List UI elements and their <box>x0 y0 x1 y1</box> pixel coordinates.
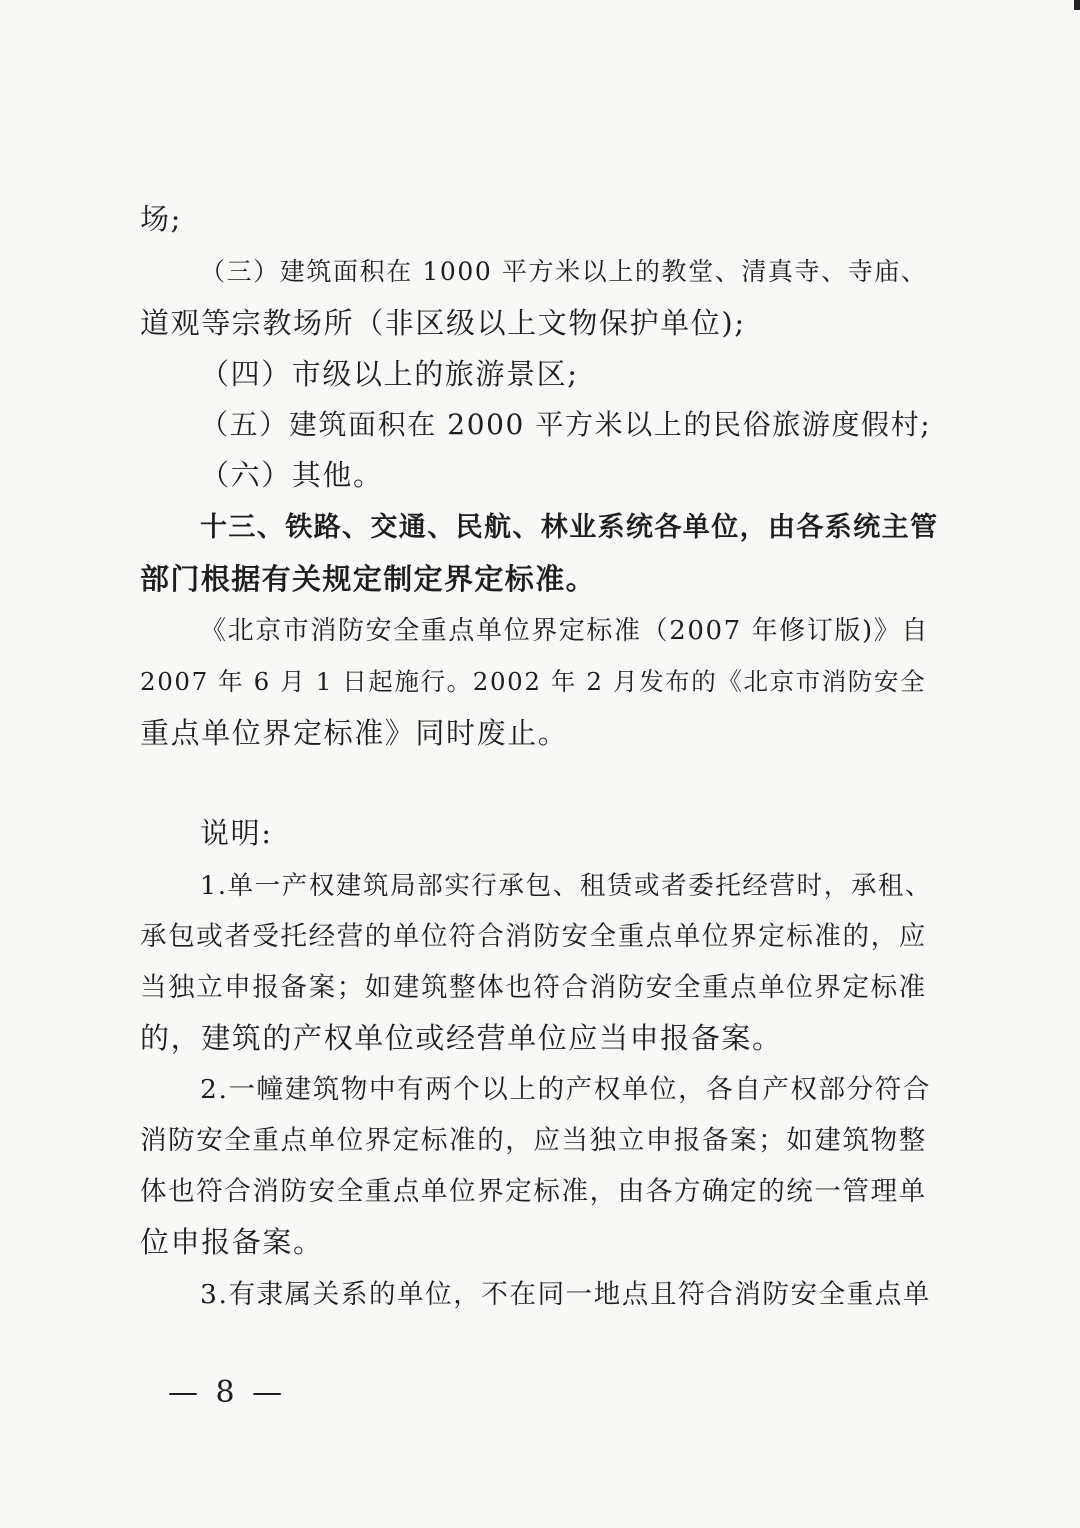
text-line: 道观等宗教场所（非区级以上文物保护单位); <box>140 306 746 340</box>
text-line: 场; <box>140 202 182 236</box>
text-line: （六）其他。 <box>200 458 384 492</box>
text-line: 重点单位界定标准》同时废止。 <box>140 716 569 750</box>
text-line: 1.单一产权建筑局部实行承包、租赁或者委托经营时，承租、 <box>200 871 933 901</box>
scan-mark <box>1074 0 1080 10</box>
text-line: 位申报备案。 <box>140 1225 324 1259</box>
note-heading: 说明: <box>200 816 273 850</box>
text-line: 消防安全重点单位界定标准的，应当独立申报备案；如建筑物整 <box>140 1125 927 1156</box>
page-number: — 8 — <box>168 1375 287 1410</box>
text-line: 体也符合消防安全重点单位界定标准，由各方确定的统一管理单 <box>140 1176 927 1207</box>
text-line: 3.有隶属关系的单位，不在同一地点且符合消防安全重点单 <box>200 1279 931 1310</box>
section-heading-line: 十三、铁路、交通、民航、林业系统各单位，由各系统主管 <box>200 512 939 543</box>
text-line: 承包或者受托经营的单位符合消防安全重点单位界定标准的，应 <box>140 921 927 952</box>
text-line: 2007 年 6 月 1 日起施行。2002 年 2 月发布的《北京市消防安全 <box>140 667 927 696</box>
text-line: （四）市级以上的旅游景区; <box>200 357 579 391</box>
text-line: 的，建筑的产权单位或经营单位应当申报备案。 <box>140 1021 783 1055</box>
text-line: （五）建筑面积在 2000 平方米以上的民俗旅游度假村; <box>200 408 932 441</box>
text-line: 2.一幢建筑物中有两个以上的产权单位，各自产权部分符合 <box>200 1074 931 1105</box>
text-line: 《北京市消防安全重点单位界定标准（2007 年修订版)》自 <box>200 616 929 646</box>
text-line: （三）建筑面积在 1000 平方米以上的教堂、清真寺、寺庙、 <box>200 257 928 286</box>
section-heading-line: 部门根据有关规定制定界定标准。 <box>140 562 597 596</box>
text-line: 当独立申报备案；如建筑整体也符合消防安全重点单位界定标准 <box>140 972 927 1003</box>
